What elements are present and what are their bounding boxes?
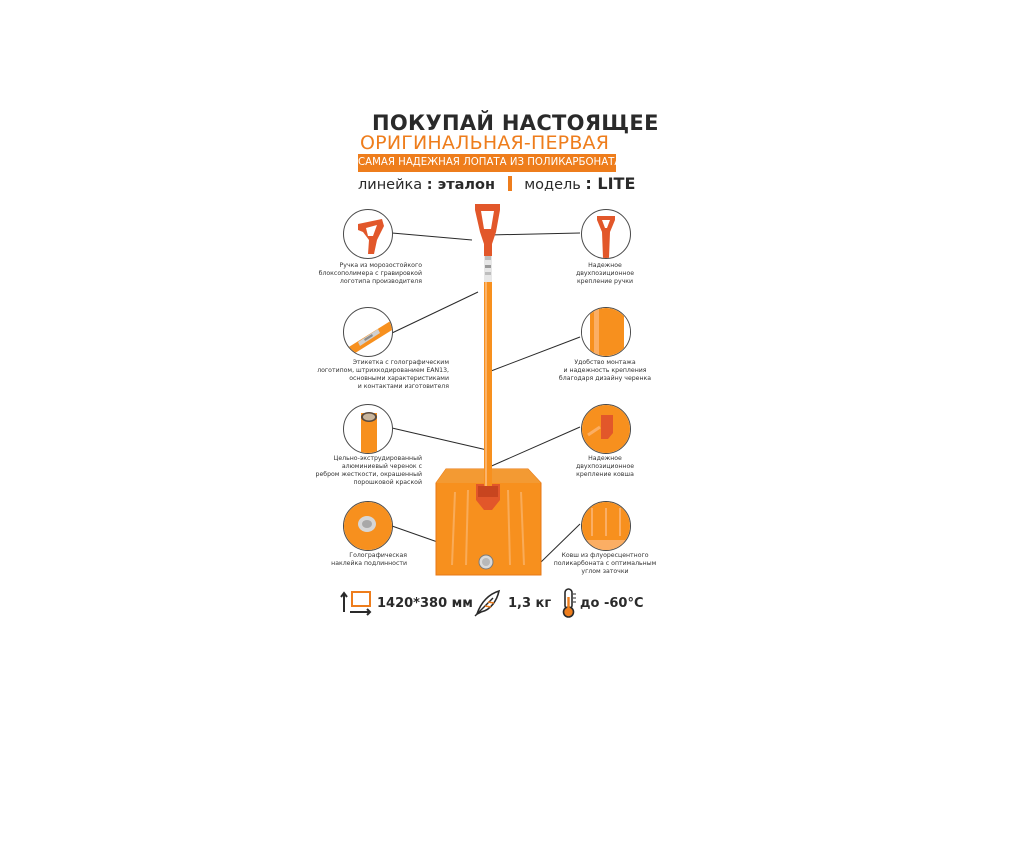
feature-caption-handle-grip: Ручка из морозостойкого блоксополимера с гравировкой логотипа производителя xyxy=(318,262,422,285)
subheadline: ОРИГИНАЛЬНАЯ-ПЕРВАЯ xyxy=(360,132,610,154)
temperature-value: до -60°C xyxy=(580,596,644,611)
feather-icon xyxy=(473,588,503,618)
handle-grip-icon xyxy=(343,209,393,259)
feature-caption-scoop-edge: Ковш из флуоресцентного поликарбоната с оптимальным углом заточки xyxy=(553,552,657,575)
feature-caption-shaft-design: Удобство монтажа и надежность крепления благодаря дизайну черенка xyxy=(558,359,652,382)
hologram-label-icon xyxy=(343,307,393,357)
tagline-banner: САМАЯ НАДЕЖНАЯ ЛОПАТА ИЗ ПОЛИКАРБОНАТА xyxy=(358,154,616,172)
feature-caption-hologram-sticker: Голографическая наклейка подлинности xyxy=(331,552,407,567)
shaft-design-icon xyxy=(581,307,631,357)
feature-caption-handle-mount: Надежное двухпозиционное крепление ручки xyxy=(575,262,635,285)
size-icon xyxy=(340,590,372,616)
handle-mount-icon xyxy=(581,209,631,259)
scoop-edge-icon xyxy=(581,501,631,551)
scoop-mount-icon xyxy=(581,404,631,454)
line-value: : эталон xyxy=(426,177,496,193)
thermometer-icon xyxy=(559,587,579,619)
hologram-sticker-icon xyxy=(343,501,393,551)
aluminum-tube-icon xyxy=(343,404,393,454)
feature-caption-aluminum-tube: Цельно-экструдированный алюминиевый черенок с ребром жесткости, окрашенный порошковой краской xyxy=(315,455,422,486)
weight-value: 1,3 кг xyxy=(508,596,552,611)
model-value: : LITE xyxy=(585,174,636,193)
feature-caption-hologram-label: Этикетка с голографическим логотипом, штрихкодированием EAN13, основными характеристиками и контактами изготовителя xyxy=(317,359,449,390)
model-label: модель xyxy=(524,177,581,193)
line-label: линейка xyxy=(358,177,423,193)
headline: ПОКУПАЙ НАСТОЯЩЕЕ xyxy=(372,111,659,135)
size-value: 1420*380 мм xyxy=(377,596,473,611)
feature-caption-scoop-mount: Надежное двухпозиционное крепление ковша xyxy=(575,455,635,478)
